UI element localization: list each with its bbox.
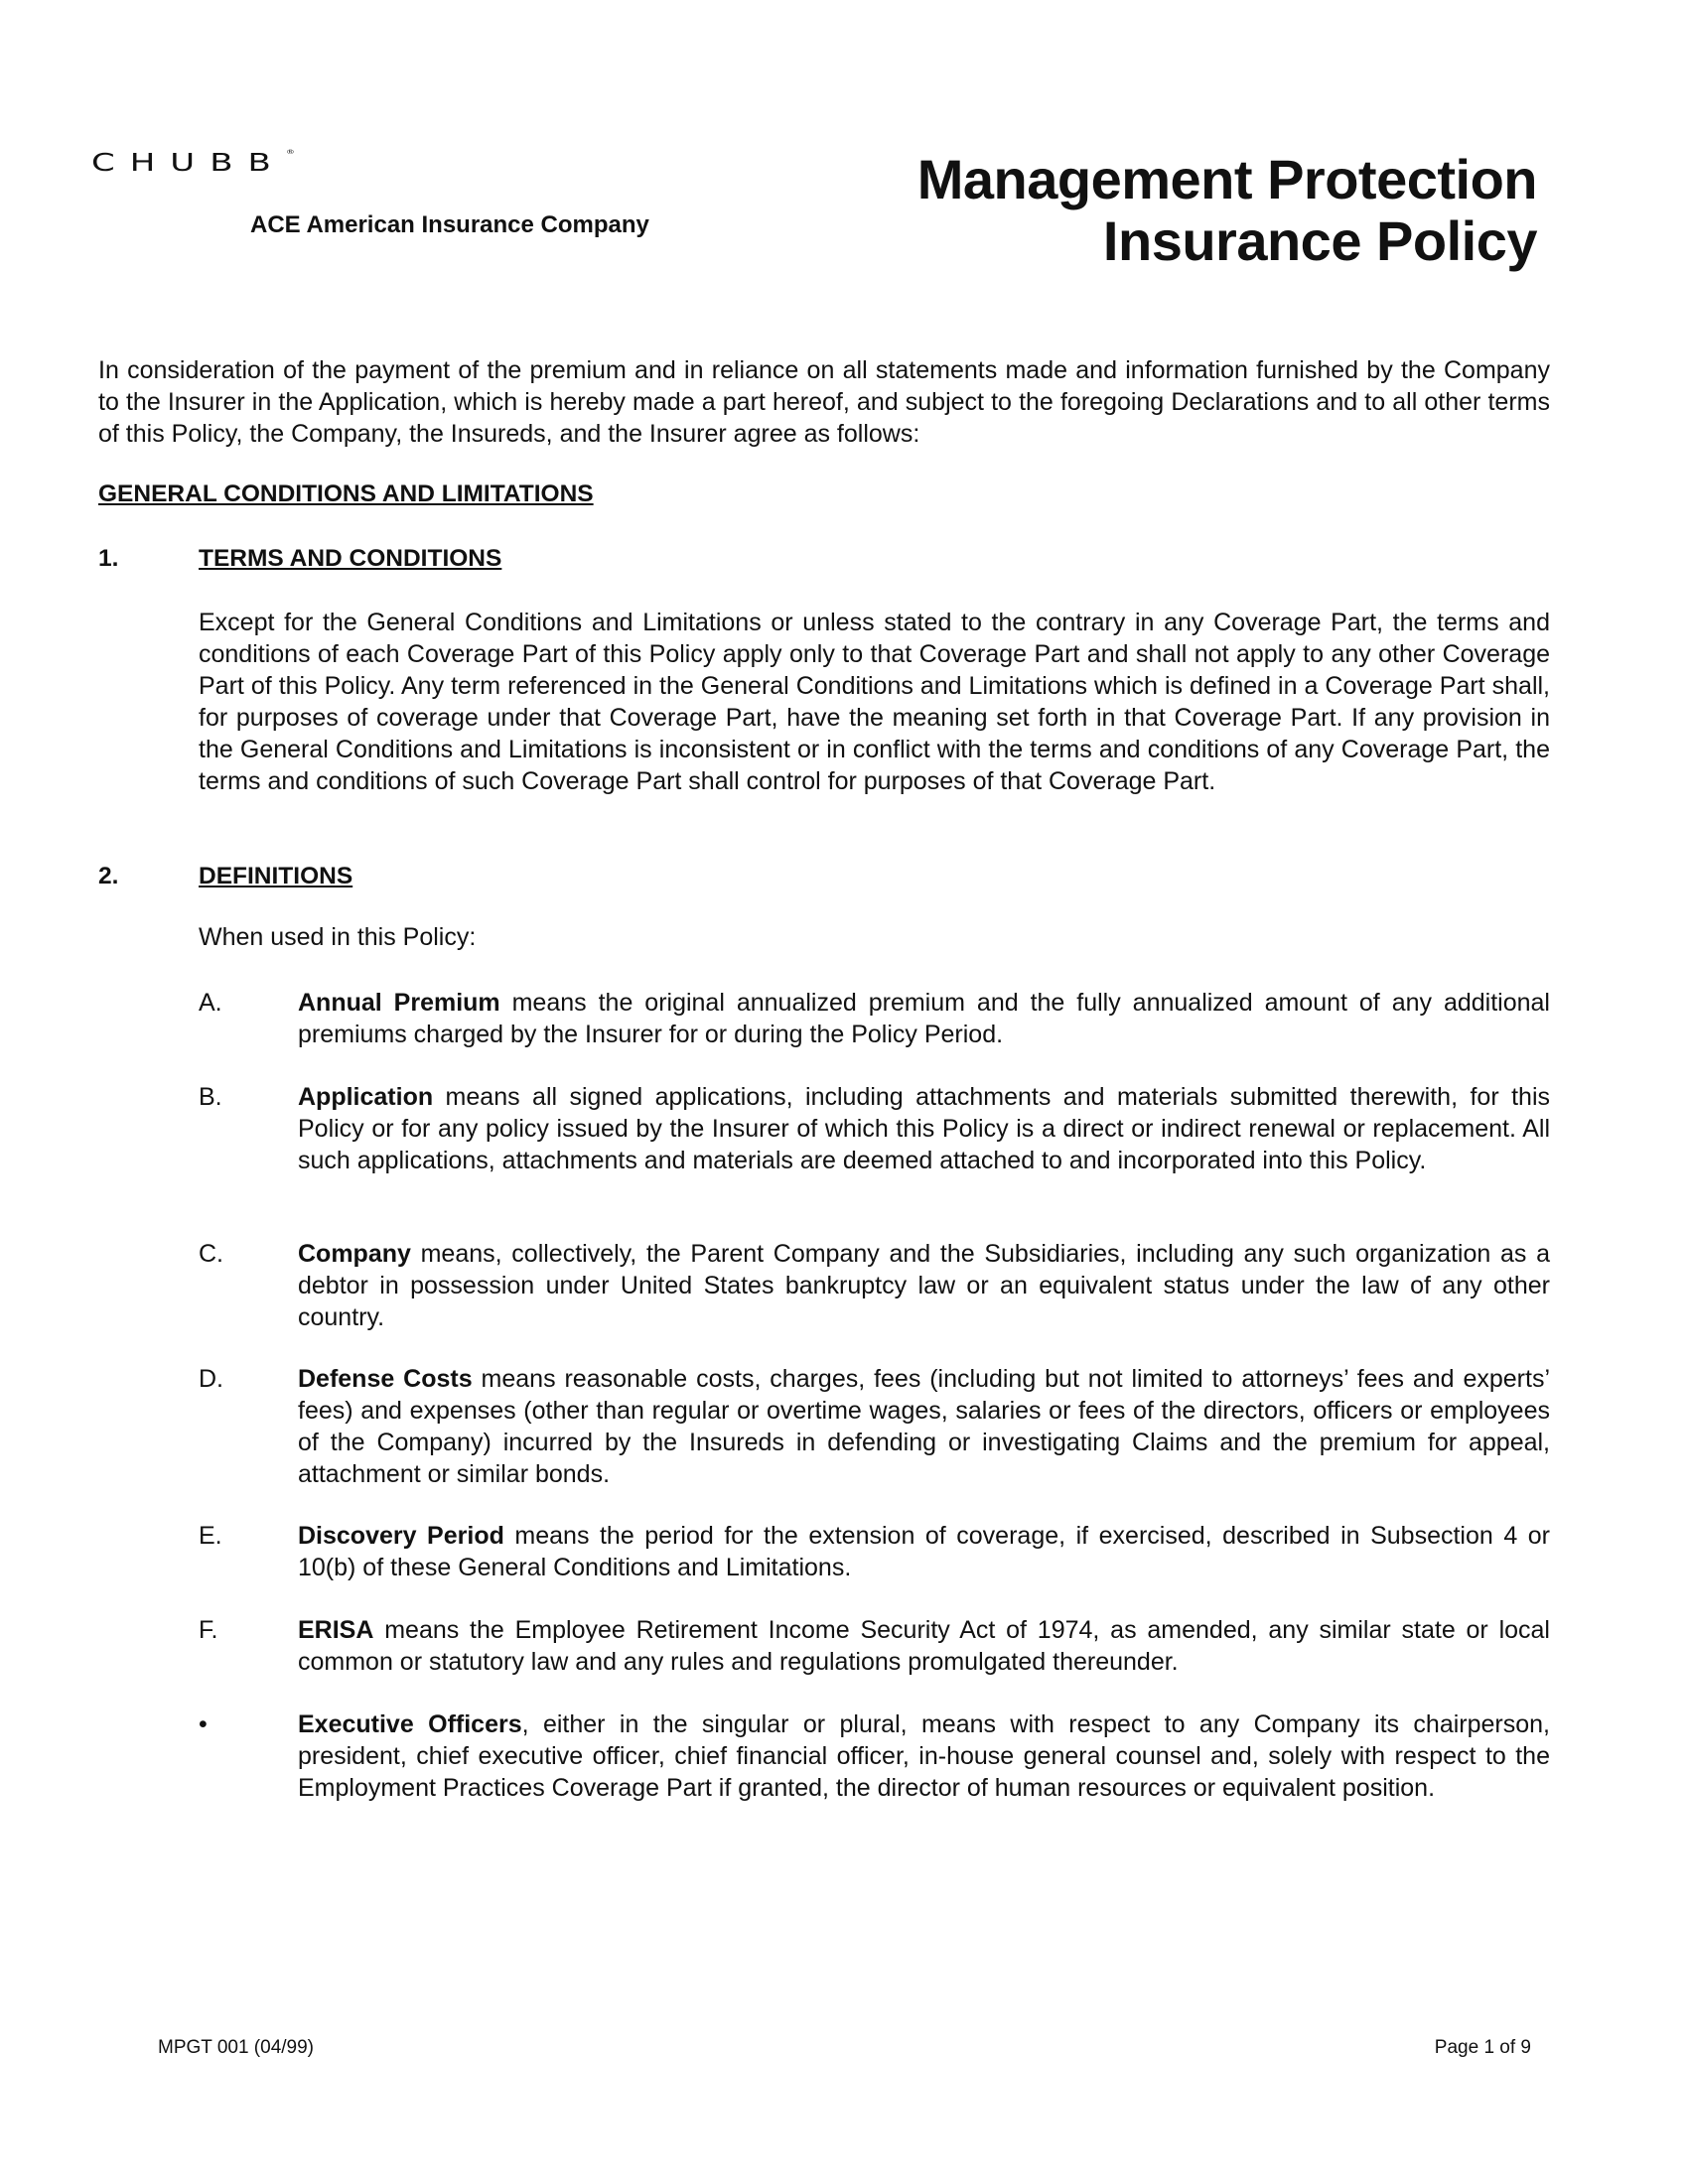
definition-body: means, collectively, the Parent Company and the Subsidiaries, including any such organization as a debtor in possession under United States bankruptcy law or an equivalent status under the law of any other country. bbox=[298, 1240, 1550, 1331]
definition-body: means all signed applications, including attachments and materials submitted therewith, for this Policy or for any policy issued by the Insurer of which this Policy is a direct or indirect renewal or replacement. All such applications, attachments and materials are deemed attached to and incorporated into this Policy. bbox=[298, 1083, 1550, 1174]
document-title bbox=[917, 149, 1537, 272]
company-name: ACE American Insurance Company bbox=[250, 211, 649, 238]
section-1-title: TERMS AND CONDITIONS bbox=[199, 545, 502, 572]
definition-term: Executive Officers bbox=[298, 1710, 522, 1738]
title-line-2: Insurance Policy bbox=[1102, 209, 1537, 272]
logo-text: CHUBB bbox=[91, 148, 286, 178]
general-conditions-heading: GENERAL CONDITIONS AND LIMITATIONS bbox=[98, 480, 594, 507]
definition-letter: B. bbox=[199, 1083, 222, 1111]
chubb-logo bbox=[91, 148, 295, 178]
definition-term: ERISA bbox=[298, 1616, 374, 1644]
definition-body: means the period for the extension of coverage, if exercised, described in Subsection 4 or 10(b) of these General Conditions and Limitations. bbox=[298, 1522, 1550, 1581]
section-2-number: 2. bbox=[98, 863, 119, 889]
title-line-1: Management Protection bbox=[916, 148, 1537, 210]
definition-letter: F. bbox=[199, 1616, 218, 1644]
definition-term: Defense Costs bbox=[298, 1365, 473, 1393]
definition-letter: E. bbox=[199, 1522, 222, 1550]
definition-text bbox=[298, 1614, 1550, 1678]
definition-letter: D. bbox=[199, 1365, 223, 1393]
definition-body: means the Employee Retirement Income Security Act of 1974, as amended, any similar state or local common or statutory law and any rules and regulations promulgated thereunder. bbox=[298, 1616, 1550, 1676]
definition-term: Annual Premium bbox=[298, 989, 500, 1017]
definition-term: Company bbox=[298, 1240, 411, 1268]
definitions-intro: When used in this Policy: bbox=[199, 923, 477, 951]
definition-term: Application bbox=[298, 1083, 434, 1111]
definition-text bbox=[298, 987, 1550, 1050]
form-number: MPGT 001 (04/99) bbox=[158, 2037, 315, 2058]
section-1-number: 1. bbox=[98, 545, 119, 572]
definition-body: means the original annualized premium and the fully annualized amount of any additional premiums charged by the Insurer for or during the Policy Period. bbox=[298, 989, 1550, 1048]
bullet-icon: • bbox=[199, 1710, 208, 1738]
definition-letter: A. bbox=[199, 989, 222, 1017]
definition-text bbox=[298, 1708, 1550, 1804]
definition-letter: C. bbox=[199, 1240, 223, 1268]
registered-mark: ® bbox=[285, 148, 295, 157]
section-1-body: Except for the General Conditions and Limitations or unless stated to the contrary in any Coverage Part, the terms and conditions of each Coverage Part of this Policy apply only to that Coverage Part and shall not apply to any other Coverage Part of this Policy. Any term referenced in the General Conditions and Limitations which is defined in a Coverage Part shall, for purposes of coverage under that Coverage Part, have the meaning set forth in that Coverage Part. If any provision in the General Conditions and Limitations is inconsistent or in conflict with the terms and conditions of any Coverage Part, the terms and conditions of such Coverage Part shall control for purposes of that Coverage Part. bbox=[199, 609, 1550, 795]
page-number: Page 1 of 9 bbox=[1434, 2037, 1531, 2058]
definition-body: means reasonable costs, charges, fees (including but not limited to attorneys’ fees and experts’ fees) and expenses (other than regular or overtime wages, salaries or fees of the directors, officers or employees of the Company) incurred by the Insureds in defending or investigating Claims and the premium for appeal, attachment or similar bonds. bbox=[298, 1365, 1551, 1488]
intro-paragraph: In consideration of the payment of the premium and in reliance on all statements made and information furnished by the Company to the Insurer in the Application, which is hereby made a part hereof, and subject to the foregoing Declarations and to all other terms of this Policy, the Company, the Insureds, and the Insurer agree as follows: bbox=[98, 356, 1550, 448]
definition-term: Discovery Period bbox=[298, 1522, 504, 1550]
section-2-title: DEFINITIONS bbox=[199, 863, 353, 889]
definition-text bbox=[298, 1238, 1550, 1333]
definition-body: , either in the singular or plural, means with respect to any Company its chairperson, president, chief executive officer, chief financial officer, in-house general counsel and, solely with respect to the Employment Practices Coverage Part if granted, the director of human resources or equivalent position. bbox=[298, 1710, 1550, 1802]
definition-text bbox=[298, 1520, 1550, 1583]
definition-text bbox=[298, 1081, 1550, 1176]
definition-text bbox=[298, 1363, 1550, 1490]
